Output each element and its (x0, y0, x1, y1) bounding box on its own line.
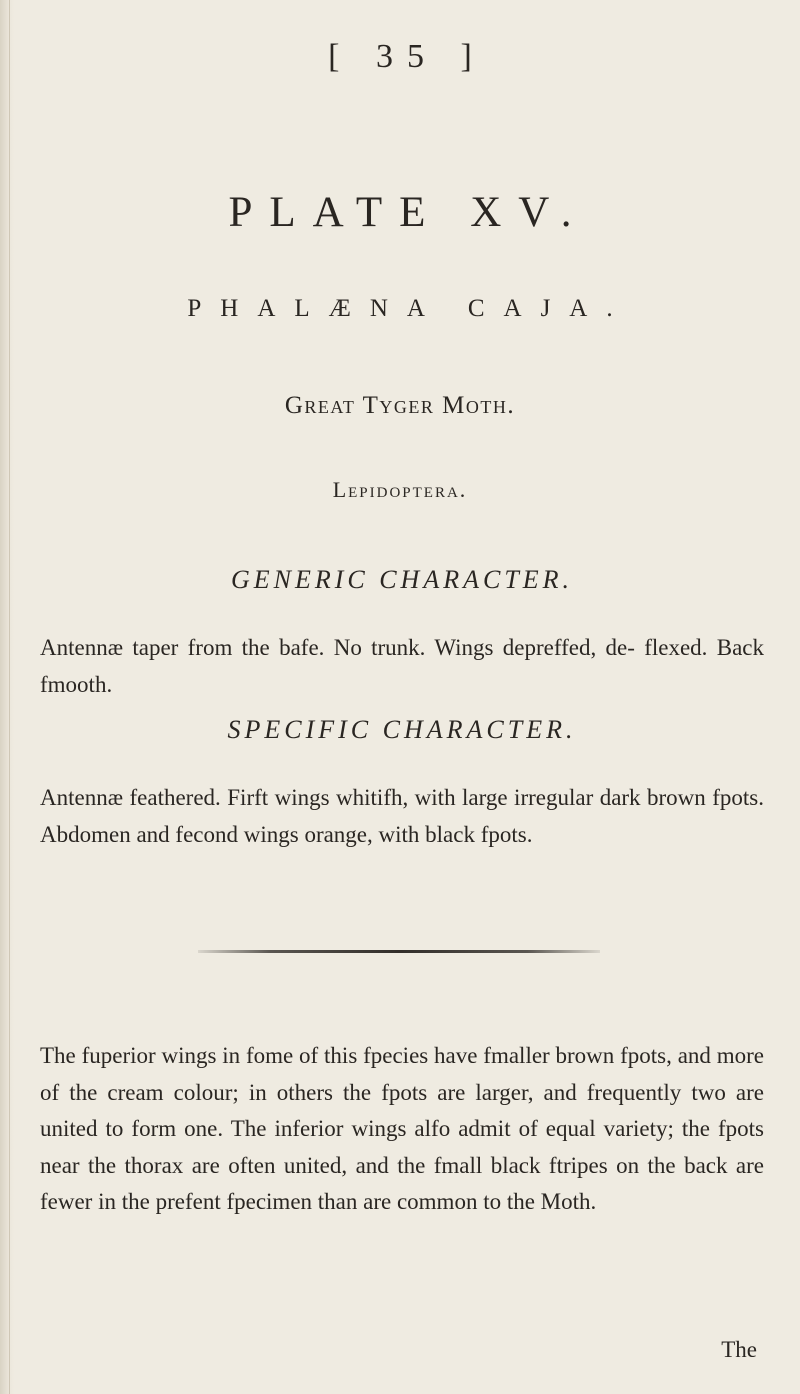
specific-character-text: Antennæ feathered. Firft wings whitifh, with large irregular dark brown fpots. Abdomen and fecond wings orange, with black fpots. (40, 785, 764, 847)
catchword: The (721, 1337, 757, 1362)
generic-character-text: Antennæ taper from the bafe. No trunk. Wings depreffed, de- flexed. Back fmooth. (40, 635, 764, 697)
plate-title: PLATE XV. (228, 189, 589, 236)
common-name: Great Tyger Moth. (284, 392, 516, 419)
specific-character-heading: SPECIFIC CHARACTER. (227, 715, 577, 744)
species-name: PHALÆNA CAJA. (187, 295, 632, 322)
observations-paragraph: The fuperior wings in fome of this fpecies have fmaller brown fpots, and more of the cream colour; in others the fpots are larger, and frequently two are united to form one. The inferior wings alfo admit of equal variety; the fpots near the thorax are often united, and the fmall black ftripes on the back are fewer in the prefent fpecimen than are common to the Moth. (40, 1043, 764, 1214)
section-divider-rule (198, 950, 600, 953)
generic-character-heading: GENERIC CHARACTER. (230, 565, 574, 594)
order-name: Lepidoptera. (332, 477, 468, 502)
page-number: [ 35 ] (328, 38, 486, 75)
